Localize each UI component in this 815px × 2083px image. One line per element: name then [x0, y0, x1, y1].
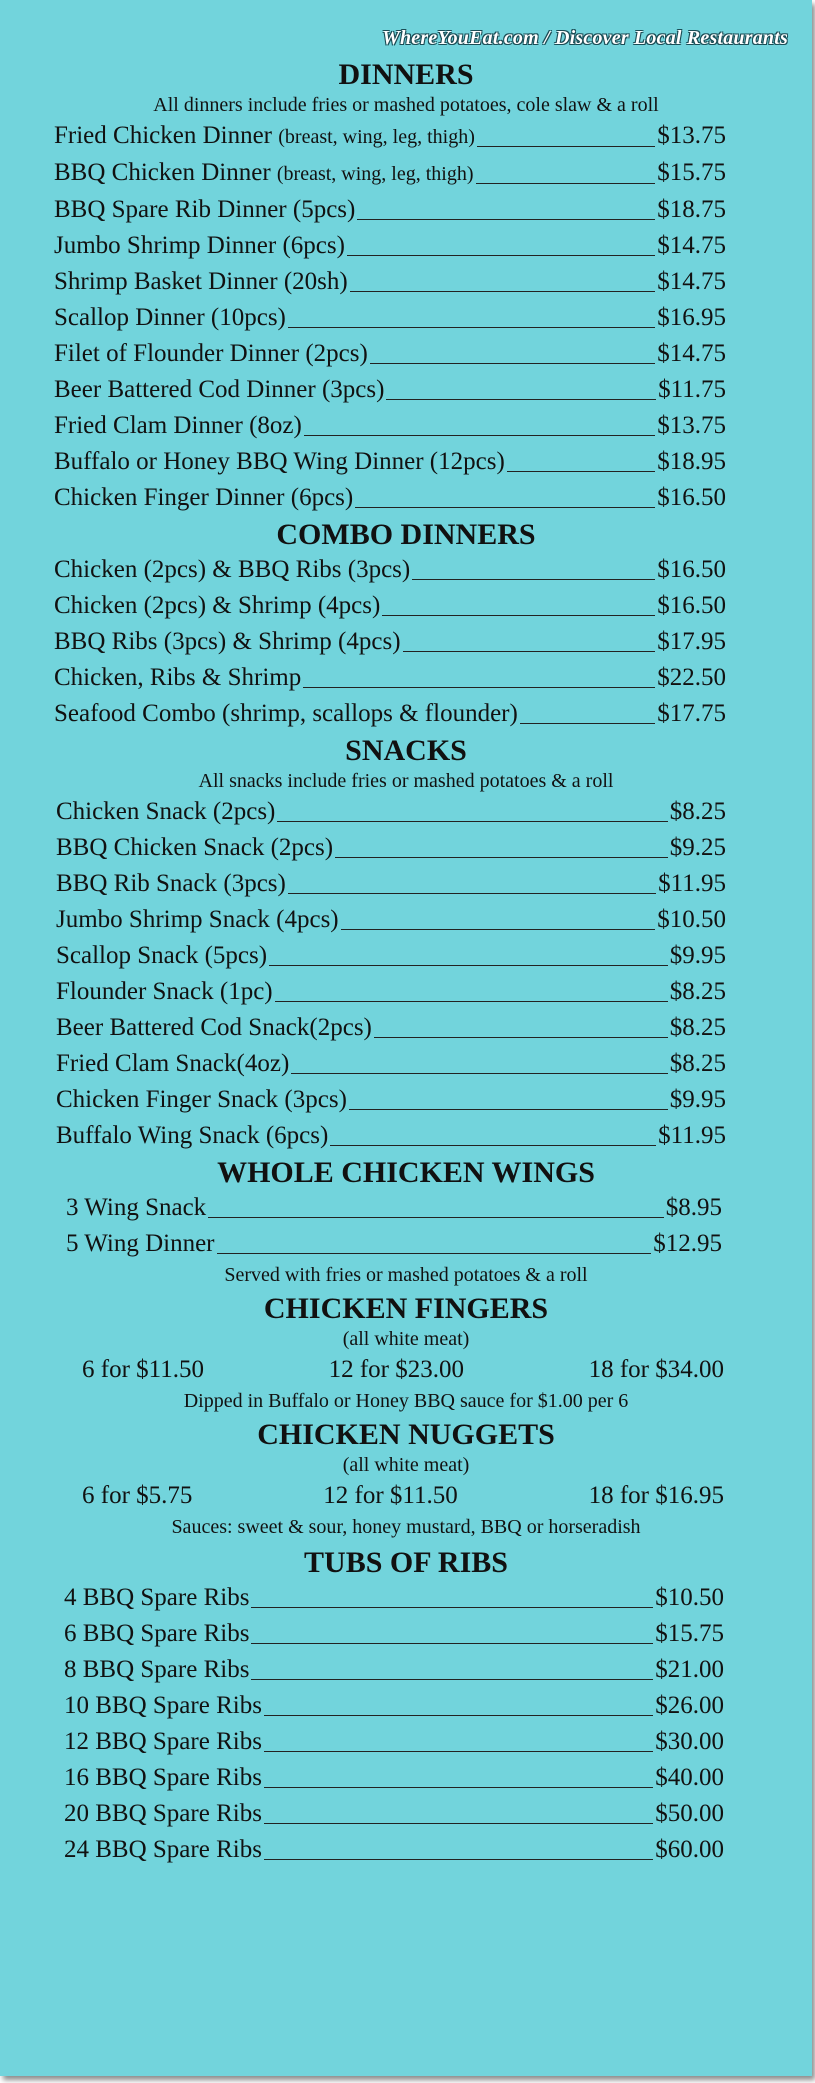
item-title: Chicken (2pcs) & Shrimp (4pcs)	[54, 592, 381, 619]
leader-line	[275, 1000, 668, 1002]
item-name	[56, 1046, 289, 1082]
item-name	[54, 336, 368, 372]
item-title: Chicken Finger Snack (3pcs)	[56, 1086, 347, 1113]
item-title: BBQ Spare Rib Dinner (5pcs)	[54, 196, 356, 223]
item-name	[54, 300, 286, 336]
item-price: $50.00	[655, 1800, 724, 1827]
item-price: $10.50	[655, 1584, 724, 1611]
wings-note: Served with fries or mashed potatoes & a roll	[224, 1264, 588, 1286]
section-title-combo: COMBO DINNERS	[276, 518, 536, 551]
item-detail: (breast, wing, leg, thigh)	[276, 163, 474, 185]
dinners-list	[0, 118, 812, 516]
item-price: $13.75	[657, 122, 726, 149]
item-title: 5 Wing Dinner	[66, 1230, 215, 1257]
item-title: 20 BBQ Spare Ribs	[64, 1800, 262, 1827]
leader-line	[520, 722, 655, 724]
menu-item	[0, 1616, 812, 1652]
section-tubs-of-ribs	[0, 1546, 812, 1868]
section-title-nuggets: CHICKEN NUGGETS	[257, 1418, 555, 1451]
leader-line	[264, 1822, 653, 1824]
menu-item	[0, 938, 812, 974]
item-price: $9.25	[669, 834, 726, 861]
leader-line	[217, 1252, 652, 1254]
item-name	[54, 588, 380, 624]
section-dinners	[0, 58, 812, 516]
item-price: $18.95	[657, 448, 726, 475]
leader-line	[251, 1642, 653, 1644]
menu-item	[0, 336, 812, 372]
item-title: BBQ Rib Snack (3pcs)	[56, 870, 286, 897]
item-price: $10.50	[657, 906, 726, 933]
leader-line	[350, 290, 656, 292]
leader-line	[208, 1216, 664, 1218]
menu-item	[0, 1226, 812, 1262]
item-price: $17.75	[657, 700, 726, 727]
item-title: Beer Battered Cod Snack(2pcs)	[56, 1014, 372, 1041]
leader-line	[412, 578, 655, 580]
item-price: $16.50	[657, 592, 726, 619]
leader-line	[304, 434, 655, 436]
menu-item	[0, 118, 812, 155]
item-title: Filet of Flounder Dinner (2pcs)	[54, 340, 368, 367]
item-title: 10 BBQ Spare Ribs	[64, 1692, 262, 1719]
combo-list	[0, 552, 812, 732]
item-name	[64, 1760, 262, 1796]
item-title: BBQ Chicken Snack (2pcs)	[56, 834, 334, 861]
menu-item	[0, 480, 812, 516]
item-title: BBQ Chicken Dinner	[54, 159, 271, 186]
item-price: $16.50	[657, 556, 726, 583]
leader-line	[251, 1678, 653, 1680]
menu-item	[0, 1652, 812, 1688]
item-name	[54, 444, 505, 480]
leader-line	[477, 145, 655, 147]
item-name	[56, 902, 339, 938]
item-price: $16.50	[657, 484, 726, 511]
item-name	[64, 1796, 262, 1832]
leader-line	[370, 362, 655, 364]
item-price: $30.00	[655, 1728, 724, 1755]
menu-item	[0, 974, 812, 1010]
item-price: $8.25	[669, 978, 726, 1005]
nuggets-sub: (all white meat)	[342, 1454, 470, 1476]
section-title-ribs: TUBS OF RIBS	[304, 1546, 508, 1579]
section-chicken-fingers	[0, 1292, 812, 1414]
item-title: Buffalo or Honey BBQ Wing Dinner (12pcs)	[54, 448, 505, 475]
item-price: $8.25	[669, 798, 726, 825]
item-title: Chicken, Ribs & Shrimp	[54, 664, 302, 691]
menu-item	[0, 264, 812, 300]
menu-item	[0, 866, 812, 902]
menu-item	[0, 1046, 812, 1082]
item-name	[54, 372, 384, 408]
leader-line	[476, 182, 656, 184]
menu-item	[0, 830, 812, 866]
menu-item	[0, 192, 812, 228]
menu-item	[0, 794, 812, 830]
item-name	[56, 938, 267, 974]
item-title: Scallop Dinner (10pcs)	[54, 304, 286, 331]
fingers-option: 18 for $34.00	[588, 1356, 724, 1383]
item-name	[64, 1580, 249, 1616]
item-title: 3 Wing Snack	[66, 1194, 207, 1221]
item-price: $9.95	[669, 942, 726, 969]
item-price: $8.95	[665, 1194, 722, 1221]
item-name	[54, 228, 345, 264]
item-price: $17.95	[657, 628, 726, 655]
item-name	[54, 552, 410, 588]
item-name	[64, 1688, 262, 1724]
section-whole-chicken-wings	[0, 1156, 812, 1288]
section-title-fingers: CHICKEN FINGERS	[263, 1292, 549, 1325]
menu-item	[0, 408, 812, 444]
leader-line	[277, 820, 667, 822]
section-snacks	[0, 734, 812, 1154]
item-price: $14.75	[657, 340, 726, 367]
item-name	[64, 1724, 262, 1760]
item-name	[64, 1616, 249, 1652]
item-title: Chicken Snack (2pcs)	[56, 798, 276, 825]
leader-line	[303, 686, 655, 688]
menu-item	[0, 1796, 812, 1832]
item-name	[64, 1832, 262, 1868]
item-price: $15.75	[657, 159, 726, 186]
nuggets-option: 12 for $11.50	[323, 1482, 458, 1509]
item-title: Chicken Finger Dinner (6pcs)	[54, 484, 354, 511]
nuggets-note: Sauces: sweet & sour, honey mustard, BBQ or horseradish	[171, 1516, 641, 1538]
item-title: Fried Clam Snack(4oz)	[56, 1050, 290, 1077]
menu-item	[0, 588, 812, 624]
leader-line	[335, 856, 668, 858]
ribs-list	[0, 1580, 812, 1868]
item-name	[66, 1190, 206, 1226]
item-price: $11.75	[658, 376, 726, 403]
menu-item	[0, 1118, 812, 1154]
leader-line	[269, 964, 668, 966]
item-name	[54, 660, 301, 696]
leader-line	[264, 1786, 653, 1788]
menu-item	[0, 902, 812, 938]
item-price: $14.75	[657, 268, 726, 295]
item-title: 16 BBQ Spare Ribs	[64, 1764, 262, 1791]
leader-line	[382, 614, 655, 616]
item-name	[54, 155, 474, 192]
section-combo-dinners	[0, 518, 812, 732]
leader-line	[374, 1036, 668, 1038]
section-title-wings: WHOLE CHICKEN WINGS	[217, 1156, 595, 1189]
item-title: Buffalo Wing Snack (6pcs)	[56, 1122, 329, 1149]
item-title: Jumbo Shrimp Dinner (6pcs)	[54, 232, 345, 259]
item-title: 6 BBQ Spare Ribs	[64, 1620, 250, 1647]
leader-line	[347, 254, 655, 256]
item-price: $16.95	[657, 304, 726, 331]
item-price: $8.25	[669, 1014, 726, 1041]
menu-item	[0, 228, 812, 264]
menu-item	[0, 624, 812, 660]
item-name	[56, 830, 333, 866]
menu-item	[0, 1010, 812, 1046]
menu-item	[0, 552, 812, 588]
item-name	[54, 192, 355, 228]
item-name	[54, 696, 518, 732]
item-name	[54, 408, 302, 444]
leader-line	[403, 650, 656, 652]
item-title: Chicken (2pcs) & BBQ Ribs (3pcs)	[54, 556, 411, 583]
section-title-snacks: SNACKS	[345, 734, 467, 767]
menu-item	[0, 1580, 812, 1616]
menu-item	[0, 1724, 812, 1760]
item-name	[54, 118, 475, 155]
leader-line	[349, 1108, 668, 1110]
item-title: Seafood Combo (shrimp, scallops & flounder)	[54, 700, 518, 727]
leader-line	[288, 892, 656, 894]
menu-item	[0, 1760, 812, 1796]
item-price: $9.95	[669, 1086, 726, 1113]
nuggets-options	[0, 1478, 812, 1514]
leader-line	[357, 218, 655, 220]
item-price: $11.95	[658, 870, 726, 897]
item-price: $13.75	[657, 412, 726, 439]
nuggets-option: 18 for $16.95	[588, 1482, 724, 1509]
item-title: Jumbo Shrimp Snack (4pcs)	[56, 906, 339, 933]
item-price: $12.95	[653, 1230, 722, 1257]
leader-line	[288, 326, 655, 328]
item-title: Scallop Snack (5pcs)	[56, 942, 268, 969]
menu-item	[0, 372, 812, 408]
fingers-option: 6 for $11.50	[82, 1356, 204, 1383]
item-title: Flounder Snack (1pc)	[56, 978, 273, 1005]
item-price: $40.00	[655, 1764, 724, 1791]
item-price: $18.75	[657, 196, 726, 223]
item-title: Beer Battered Cod Dinner (3pcs)	[54, 376, 385, 403]
section-title-dinners: DINNERS	[338, 58, 474, 91]
item-price: $11.95	[658, 1122, 726, 1149]
leader-line	[330, 1144, 656, 1146]
dinners-note: All dinners include fries or mashed potatoes, cole slaw & a roll	[153, 94, 659, 116]
item-name	[56, 794, 275, 830]
menu-item	[0, 696, 812, 732]
leader-line	[341, 928, 656, 930]
menu-item	[0, 1832, 812, 1868]
menu-item	[0, 444, 812, 480]
item-name	[56, 1010, 372, 1046]
item-name	[56, 866, 286, 902]
item-name	[56, 974, 273, 1010]
item-name	[56, 1118, 328, 1154]
item-price: $8.25	[669, 1050, 726, 1077]
item-price: $15.75	[655, 1620, 724, 1647]
leader-line	[264, 1858, 653, 1860]
item-name	[64, 1652, 249, 1688]
snacks-note: All snacks include fries or mashed potatoes & a roll	[198, 770, 614, 792]
menu-item	[0, 1082, 812, 1118]
item-title: Fried Chicken Dinner	[54, 122, 273, 149]
fingers-sub: (all white meat)	[342, 1328, 470, 1350]
item-name	[54, 264, 348, 300]
snacks-list	[0, 794, 812, 1154]
menu-item	[0, 155, 812, 192]
item-title: 24 BBQ Spare Ribs	[64, 1836, 262, 1863]
item-title: 12 BBQ Spare Ribs	[64, 1728, 262, 1755]
fingers-note: Dipped in Buffalo or Honey BBQ sauce for $1.00 per 6	[183, 1390, 629, 1412]
item-title: 8 BBQ Spare Ribs	[64, 1656, 250, 1683]
item-name	[66, 1226, 215, 1262]
leader-line	[386, 398, 656, 400]
item-title: Shrimp Basket Dinner (20sh)	[54, 268, 348, 295]
fingers-option: 12 for $23.00	[328, 1356, 464, 1383]
item-name	[56, 1082, 347, 1118]
menu-item	[0, 1688, 812, 1724]
item-name	[54, 624, 401, 660]
item-title: 4 BBQ Spare Ribs	[64, 1584, 250, 1611]
item-detail: (breast, wing, leg, thigh)	[278, 126, 475, 148]
section-chicken-nuggets	[0, 1418, 812, 1540]
leader-line	[264, 1750, 653, 1752]
leader-line	[251, 1606, 653, 1608]
leader-line	[355, 506, 655, 508]
item-price: $22.50	[657, 664, 726, 691]
nuggets-option: 6 for $5.75	[82, 1482, 193, 1509]
fingers-options	[0, 1352, 812, 1388]
item-price: $14.75	[657, 232, 726, 259]
leader-line	[507, 470, 655, 472]
item-name	[54, 480, 353, 516]
menu-item	[0, 1190, 812, 1226]
leader-line	[264, 1714, 653, 1716]
wings-list	[0, 1190, 812, 1262]
item-price: $60.00	[655, 1836, 724, 1863]
item-price: $26.00	[655, 1692, 724, 1719]
item-title: BBQ Ribs (3pcs) & Shrimp (4pcs)	[54, 628, 401, 655]
item-price: $21.00	[655, 1656, 724, 1683]
menu-item	[0, 660, 812, 696]
site-banner: WhereYouEat.com / Discover Local Restaurants	[381, 27, 788, 49]
item-title: Fried Clam Dinner (8oz)	[54, 412, 302, 439]
menu-item	[0, 300, 812, 336]
leader-line	[291, 1072, 667, 1074]
